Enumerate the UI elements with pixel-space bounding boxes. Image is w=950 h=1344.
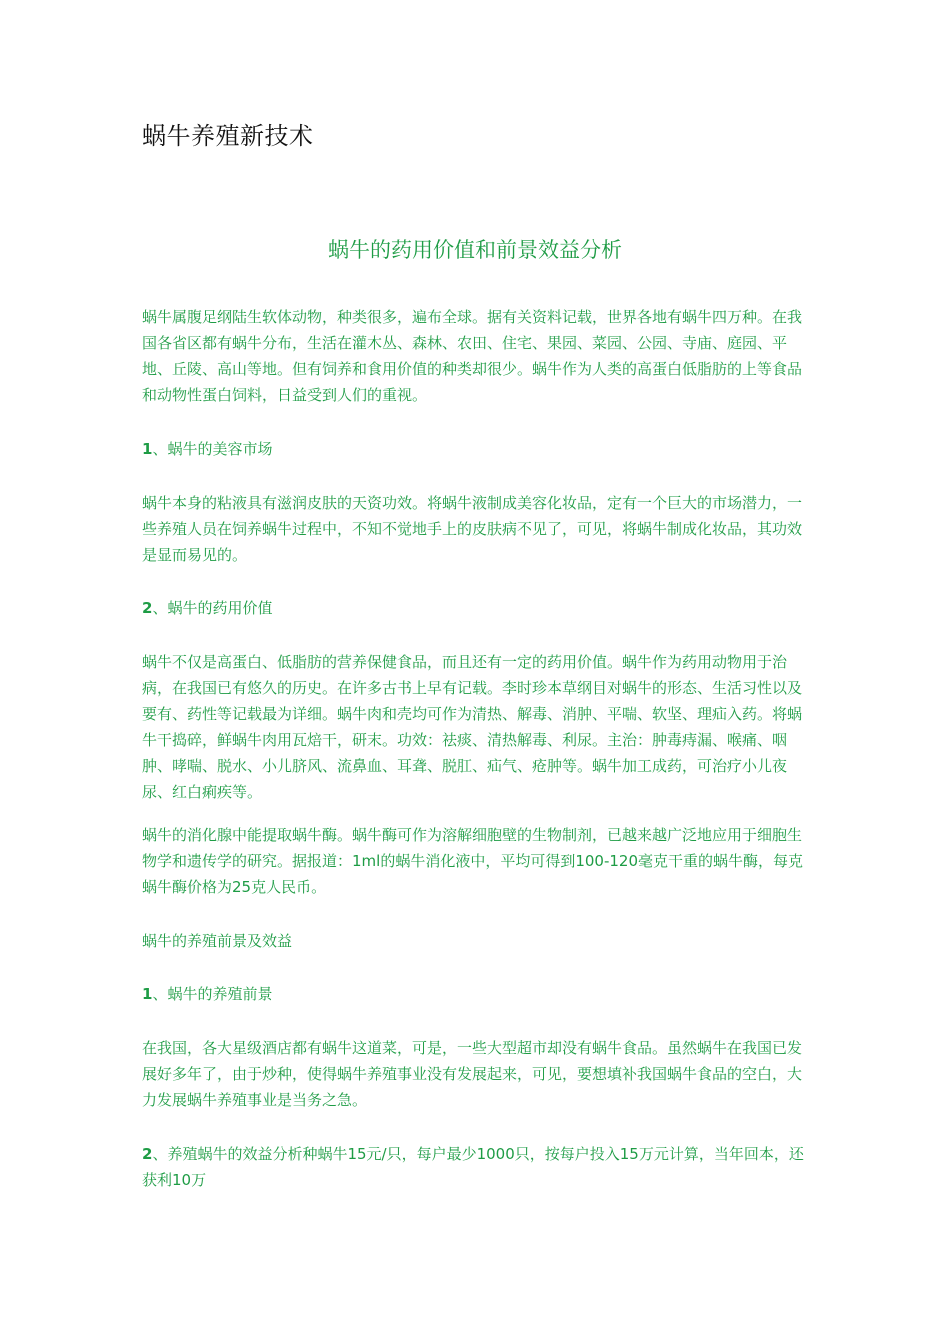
section-title: 、蜗牛的养殖前景	[152, 985, 273, 1003]
section-title: 、蜗牛的药用价值	[152, 599, 273, 617]
benefit-analysis-text: 、养殖蜗牛的效益分析种蜗牛15元/只，每户最少1000只，按每户投入15万元计算，当年回本，还获利10万	[142, 1145, 804, 1189]
section-heading-beauty-market	[142, 436, 272, 462]
section-heading-breeding-prospects	[142, 981, 272, 1007]
prospects-heading: 蜗牛的养殖前景及效益	[142, 932, 293, 950]
document-title: 蜗牛养殖新技术	[142, 122, 314, 150]
breeding-prospects-paragraph: 在我国，各大星级酒店都有蜗牛这道菜，可是，一些大型超市却没有蜗牛食品。虽然蜗牛在我国已发展好多年了，由于炒种，使得蜗牛养殖事业没有发展起来，可见，要想填补我国蜗牛食品的空白，大力发展蜗牛养殖事业是当务之急。	[142, 1039, 803, 1109]
section-number: 1	[142, 440, 153, 458]
section-number: 2	[142, 599, 153, 617]
article-title: 蜗牛的药用价值和前景效益分析	[328, 238, 622, 262]
section-number: 1	[142, 985, 153, 1003]
snail-enzyme-paragraph: 蜗牛的消化腺中能提取蜗牛酶。蜗牛酶可作为溶解细胞壁的生物制剂，已越来越广泛地应用于细胞生物学和遗传学的研究。据报道：1ml的蜗牛消化液中，平均可得到100-120毫克干重的蜗牛酶，每克蜗牛酶价格为25克人民币。	[142, 826, 804, 896]
section-heading-medicinal-value	[142, 595, 272, 621]
benefit-analysis-paragraph	[142, 1141, 812, 1193]
beauty-market-paragraph: 蜗牛本身的粘液具有滋润皮肤的天资功效。将蜗牛液制成美容化妆品，定有一个巨大的市场潜力，一些养殖人员在饲养蜗牛过程中，不知不觉地手上的皮肤病不见了，可见，将蜗牛制成化妆品，其功效是显而易见的。	[142, 494, 803, 564]
section-number: 2	[142, 1145, 153, 1163]
medicinal-value-paragraph: 蜗牛不仅是高蛋白、低脂肪的营养保健食品，而且还有一定的药用价值。蜗牛作为药用动物用于治病，在我国已有悠久的历史。在许多古书上早有记载。李时珍本草纲目对蜗牛的形态、生活习性以及要有、药性等记载最为详细。蜗牛肉和壳均可作为清热、解毒、消肿、平喘、软坚、理疝入药。将蜗牛干捣碎，鲜蜗牛肉用瓦焙干，研末。功效：祛痰、清热解毒、利尿。主治：肿毒痔漏、喉痛、咽肿、哮喘、脱水、小儿脐风、流鼻血、耳聋、脱肛、疝气、疮肿等。蜗牛加工成药，可治疗小儿夜尿、红白痢疾等。	[142, 653, 803, 801]
intro-paragraph: 蜗牛属腹足纲陆生软体动物，种类很多，遍布全球。据有关资料记载，世界各地有蜗牛四万种。在我国各省区都有蜗牛分布，生活在灌木丛、森林、农田、住宅、果园、菜园、公园、寺庙、庭园、平地、丘陵、高山等地。但有饲养和食用价值的种类却很少。蜗牛作为人类的高蛋白低脂肪的上等食品和动物性蛋白饲料，日益受到人们的重视。	[142, 308, 803, 404]
section-title: 、蜗牛的美容市场	[152, 440, 273, 458]
